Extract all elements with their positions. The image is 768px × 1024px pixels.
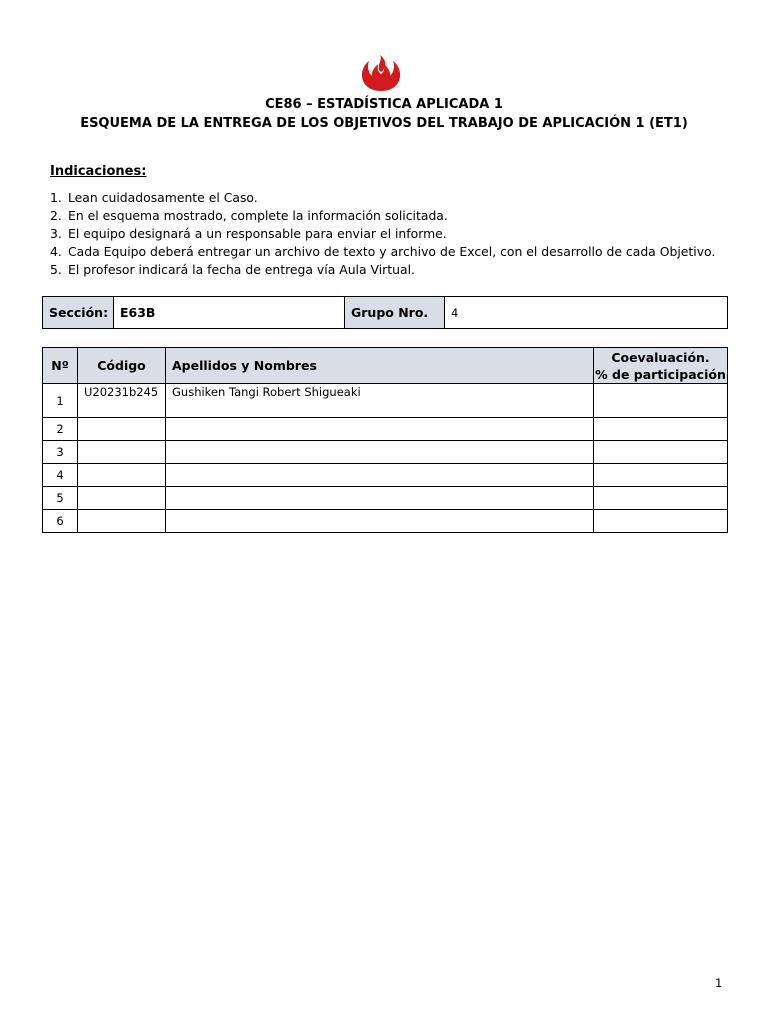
student-code[interactable] [78,510,166,533]
table-row [43,384,728,418]
coevaluation-cell[interactable] [594,418,728,441]
student-name[interactable] [166,441,594,464]
coevaluation-cell[interactable] [594,510,728,533]
table-row [43,487,728,510]
col-header-code: Código [78,348,166,384]
list-item: 2. En el esquema mostrado, complete la información solicitada. [50,208,448,223]
row-number: 1 [43,384,78,418]
row-number: 2 [43,418,78,441]
table-row [43,464,728,487]
row-number: 6 [43,510,78,533]
list-item: 4. Cada Equipo deberá entregar un archivo de texto y archivo de Excel, con el desarrollo de cada Objetivo. [50,244,716,259]
coevaluation-cell[interactable] [594,384,728,418]
row-number: 5 [43,487,78,510]
student-code[interactable]: U20231b245 [78,384,166,418]
document-subtitle: ESQUEMA DE LA ENTREGA DE LOS OBJETIVOS DEL TRABAJO DE APLICACIÓN 1 (ET1) [80,116,688,131]
section-group-table [42,296,728,329]
student-code[interactable] [78,441,166,464]
coevaluation-cell[interactable] [594,487,728,510]
student-name[interactable] [166,464,594,487]
col-header-coevaluation: Coevaluación. % de participación [595,349,726,382]
section-label: Sección: [43,297,114,329]
list-item: 1. Lean cuidadosamente el Caso. [50,190,258,205]
university-flame-logo [359,54,403,92]
coevaluation-cell[interactable] [594,441,728,464]
row-number: 3 [43,441,78,464]
table-row [43,418,728,441]
student-code[interactable] [78,464,166,487]
page-number: 1 [715,976,723,990]
group-label: Grupo Nro. [345,297,445,329]
student-code[interactable] [78,487,166,510]
indications-list [50,189,715,279]
section-value[interactable]: E63B [114,297,345,329]
indications-heading: Indicaciones: [50,164,147,179]
members-table [42,347,728,533]
student-code[interactable] [78,418,166,441]
table-row [43,441,728,464]
document-title: CE86 – ESTADÍSTICA APLICADA 1 [265,97,503,112]
student-name[interactable]: Gushiken Tangi Robert Shigueaki [166,384,594,418]
list-item: 5. El profesor indicará la fecha de entrega vía Aula Virtual. [50,262,415,277]
group-value[interactable]: 4 [445,297,728,329]
col-header-num: Nº [43,348,78,384]
student-name[interactable] [166,418,594,441]
row-number: 4 [43,464,78,487]
col-header-name: Apellidos y Nombres [166,348,594,384]
student-name[interactable] [166,510,594,533]
student-name[interactable] [166,487,594,510]
table-header-row [43,348,728,384]
coevaluation-cell[interactable] [594,464,728,487]
table-row [43,510,728,533]
list-item: 3. El equipo designará a un responsable para enviar el informe. [50,226,447,241]
